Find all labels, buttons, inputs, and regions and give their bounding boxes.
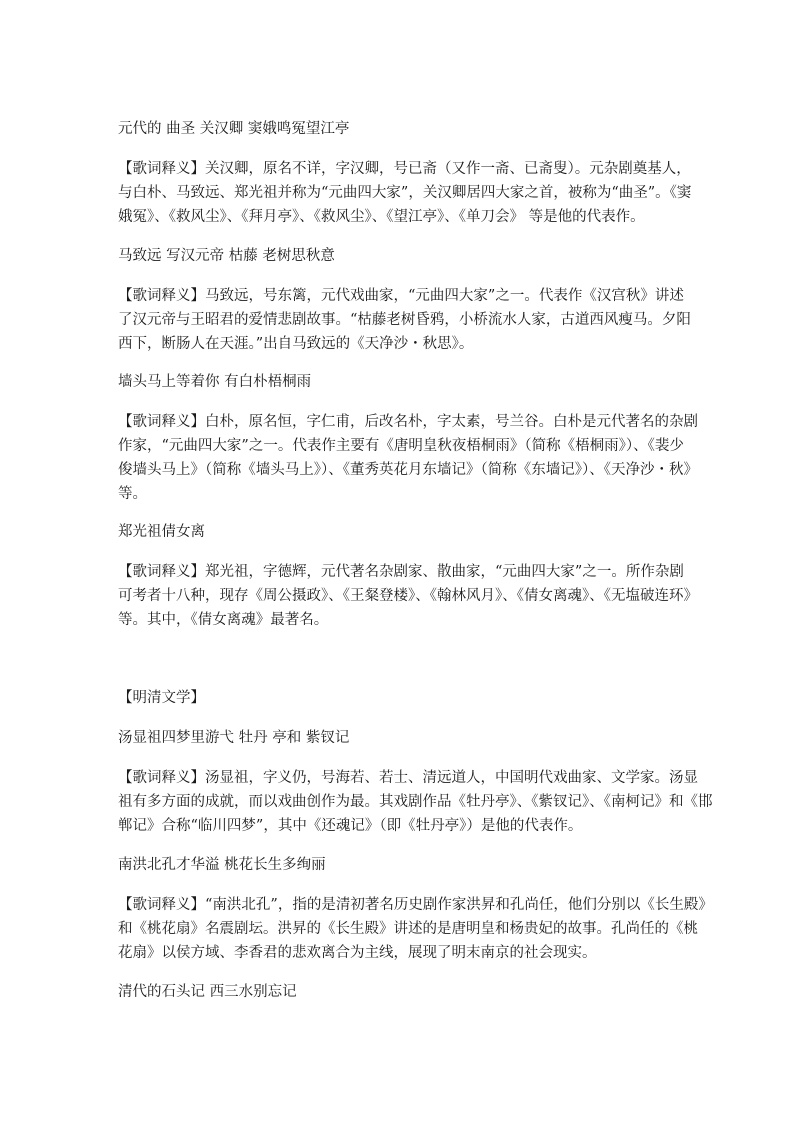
- section-heading: 马致远 写汉元帝 枯藤 老树思秋意: [118, 248, 335, 264]
- paragraph-line: 郸记》合称“临川四梦”，其中《还魂记》（即《牡丹亭》）是他的代表作。: [118, 818, 583, 834]
- paragraph-line: 【歌词释义】“南洪北孔”，指的是清初著名历史剧作家洪昇和孔尚任，他们分别以《长生殿》: [118, 897, 713, 913]
- paragraph-line: 【歌词释义】白朴，原名恒，字仁甫，后改名朴，字太素，号兰谷。白朴是元代著名的杂剧: [118, 414, 698, 430]
- paragraph-line: 俊墙头马上》（简称《墙头马上》）、《董秀英花月东墙记》（简称《东墙记》）、《天净沙・秋》: [118, 462, 698, 478]
- paragraph-line: 【歌词释义】汤显祖，字义仍，号海若、若士、清远道人，中国明代戏曲家、文学家。汤显: [118, 770, 698, 786]
- paragraph-line: 等。: [118, 486, 147, 502]
- section-heading: 郑光祖倩女离: [118, 524, 205, 540]
- paragraph-line: 等。其中，《倩女离魂》最著名。: [118, 612, 329, 628]
- section-heading: 清代的石头记 西三水别忘记: [118, 984, 297, 1000]
- section-heading: 汤显祖四梦里游弋 牡丹 亭和 紫钗记: [118, 730, 350, 746]
- paragraph-line: 【歌词释义】郑光祖，字德辉，元代著名杂剧家、散曲家，“元曲四大家”之一。所作杂剧: [118, 564, 684, 580]
- section-heading: 墙头马上等着你 有白朴梧桐雨: [118, 374, 312, 390]
- paragraph-line: 西下，断肠人在天涯。”出自马致远的《天净沙・秋思》。: [118, 336, 474, 352]
- paragraph-line: 与白朴、马致远、郑光祖并称为“元曲四大家”，关汉卿居四大家之首，被称为“曲圣”。《窦: [118, 185, 692, 201]
- paragraph-line: 娥冤》、《救风尘》、《拜月亭》、《救风尘》、《望江亭》、《单刀会》 等是他的代表作。: [118, 209, 645, 225]
- paragraph-line: 作家，“元曲四大家”之一。代表作主要有《唐明皇秋夜梧桐雨》（简称《梧桐雨》）、《裴少: [118, 438, 684, 454]
- paragraph-line: 和《桃花扇》名震剧坛。洪昇的《长生殿》讲述的是唐明皇和杨贵妃的故事。孔尚任的《桃: [118, 921, 698, 937]
- section-heading: 【明清文学】: [118, 690, 205, 706]
- section-heading: 南洪北孔才华溢 桃花长生多绚丽: [118, 857, 326, 873]
- section-heading: 元代的 曲圣 关汉卿 窦娥鸣冤望江亭: [118, 121, 350, 137]
- paragraph-line: 花扇》以侯方域、李香君的悲欢离合为主线，展现了明末南京的社会现实。: [118, 945, 597, 961]
- paragraph-line: 【歌词释义】关汉卿，原名不详，字汉卿，号已斋（又作一斋、已斋叟）。元杂剧奠基人，: [118, 161, 691, 177]
- paragraph-line: 【歌词释义】马致远，号东篱，元代戏曲家，“元曲四大家”之一。代表作《汉宫秋》讲述: [118, 288, 684, 304]
- paragraph-line: 了汉元帝与王昭君的爱情悲剧故事。“枯藤老树昏鸦，小桥流水人家，古道西风瘦马。夕阳: [118, 312, 691, 328]
- paragraph-line: 可考者十八种，现存《周公摄政》、《王粲登楼》、《翰林风月》、《倩女离魂》、《无塩破连环》: [118, 588, 698, 604]
- paragraph-line: 祖有多方面的成就，而以戏曲创作为最。其戏剧作品《牡丹亭》、《紫钗记》、《南柯记》和《邯: [118, 794, 713, 810]
